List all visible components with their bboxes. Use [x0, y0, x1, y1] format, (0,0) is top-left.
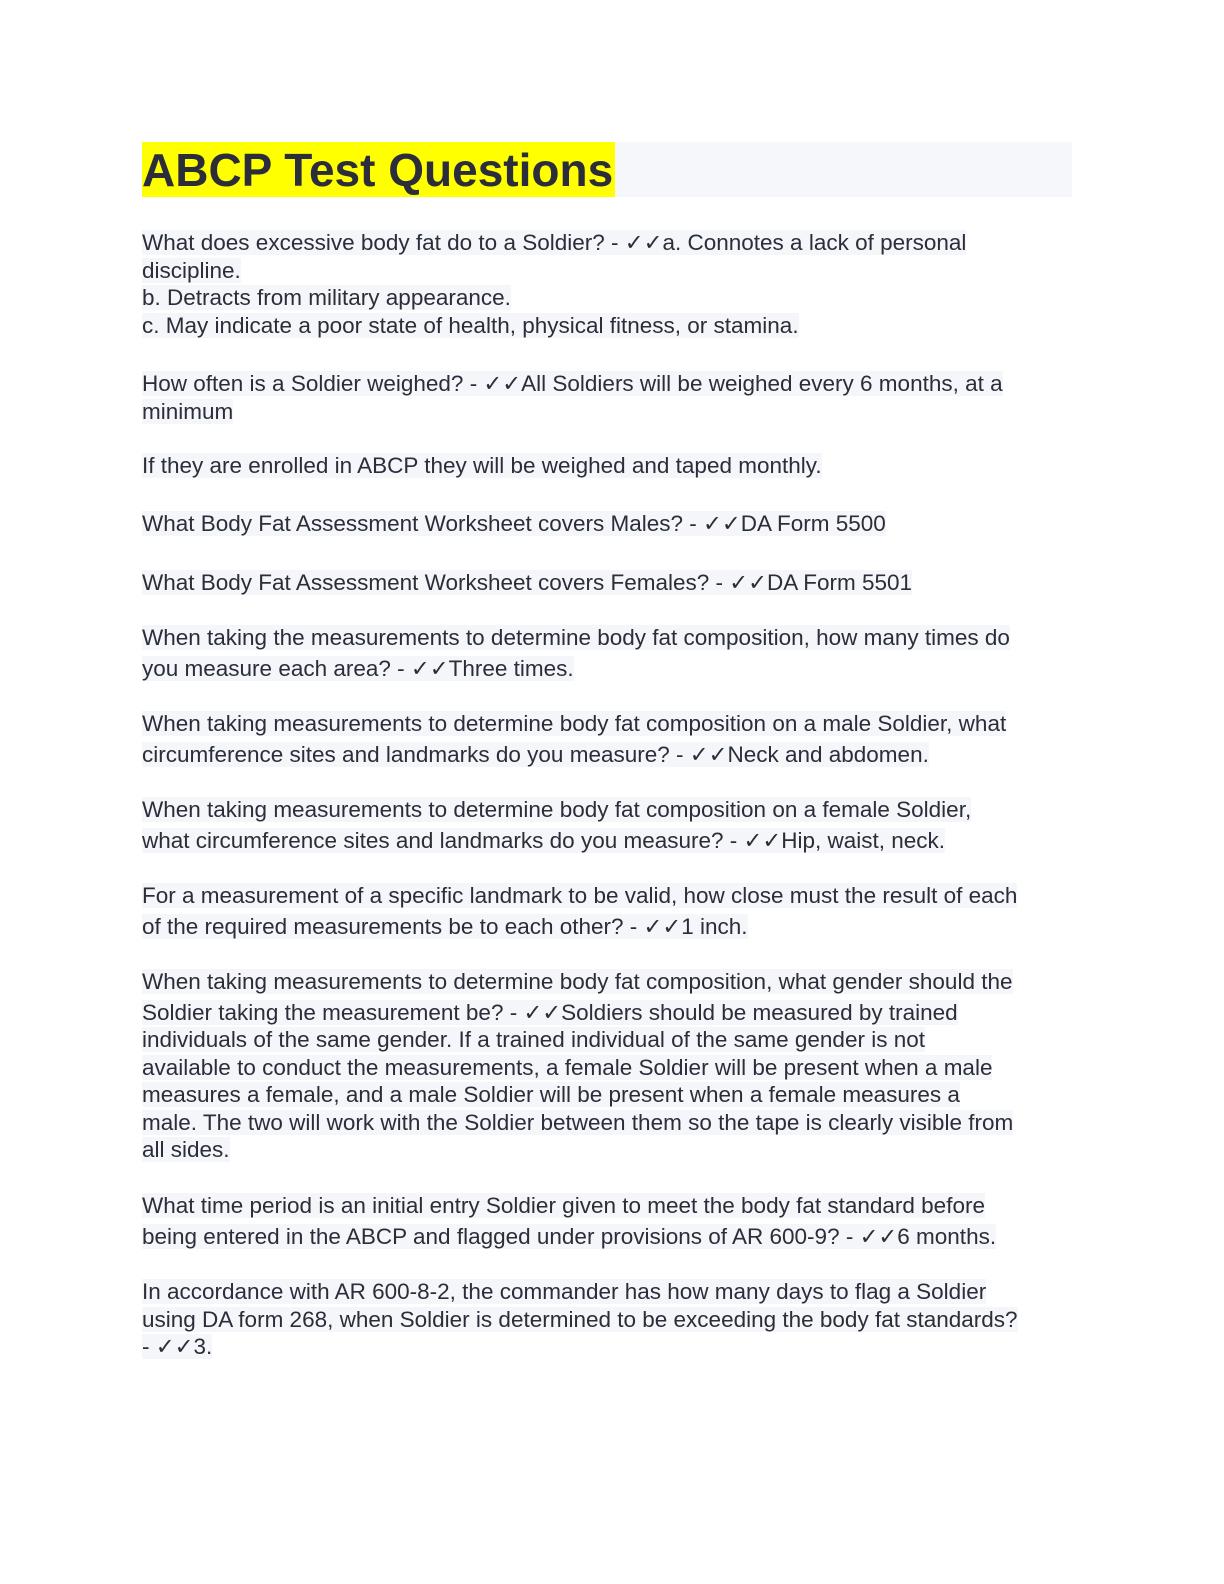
- qa-item: [142, 510, 1082, 538]
- qa-item: [142, 452, 1082, 480]
- qa-line: When taking measurements to determine body fat composition, what gender should the: [142, 969, 1013, 994]
- qa-line: being entered in the ABCP and flagged under provisions of AR 600-9? - ✓✓6 months.: [142, 1223, 997, 1249]
- qa-line: How often is a Soldier weighed? - ✓✓All Soldiers will be weighed every 6 months, at a: [142, 371, 1003, 396]
- qa-item: [142, 370, 1082, 425]
- qa-line: - ✓✓3.: [142, 1334, 213, 1359]
- qa-line: c. May indicate a poor state of health, physical fitness, or stamina.: [142, 312, 799, 338]
- qa-line: What does excessive body fat do to a Soldier? - ✓✓a. Connotes a lack of personal: [142, 230, 967, 255]
- page-title: ABCP Test Questions: [142, 144, 614, 196]
- qa-item: [142, 881, 1082, 942]
- qa-line: individuals of the same gender. If a trained individual of the same gender is not: [142, 1027, 925, 1052]
- qa-line: What Body Fat Assessment Worksheet covers Females? - ✓✓DA Form 5501: [142, 570, 913, 595]
- qa-item: [142, 709, 1082, 770]
- qa-line: using DA form 268, when Soldier is determined to be exceeding the body fat standards?: [142, 1306, 1018, 1332]
- qa-line: When taking measurements to determine body fat composition on a female Soldier,: [142, 797, 972, 822]
- qa-line: When taking measurements to determine body fat composition on a male Soldier, what: [142, 711, 1007, 736]
- qa-line: What Body Fat Assessment Worksheet covers Males? - ✓✓DA Form 5500: [142, 511, 886, 536]
- qa-line: you measure each area? - ✓✓Three times.: [142, 655, 574, 681]
- qa-line: minimum: [142, 398, 234, 424]
- qa-line: In accordance with AR 600-8-2, the commander has how many days to flag a Soldier: [142, 1279, 987, 1304]
- qa-line: b. Detracts from military appearance.: [142, 285, 511, 310]
- qa-line: What time period is an initial entry Soldier given to meet the body fat standard before: [142, 1193, 985, 1218]
- qa-line: what circumference sites and landmarks do you measure? - ✓✓Hip, waist, neck.: [142, 827, 946, 853]
- qa-line: When taking the measurements to determine body fat composition, how many times do: [142, 625, 1010, 650]
- qa-item: [142, 623, 1082, 684]
- qa-item: [142, 229, 1082, 339]
- qa-line: available to conduct the measurements, a female Soldier will be present when a male: [142, 1054, 993, 1080]
- qa-line: Soldier taking the measurement be? - ✓✓Soldiers should be measured by trained: [142, 999, 958, 1025]
- qa-line: all sides.: [142, 1137, 230, 1162]
- qa-line: circumference sites and landmarks do you measure? - ✓✓Neck and abdomen.: [142, 741, 929, 767]
- qa-item: [142, 795, 1082, 856]
- qa-line: discipline.: [142, 257, 241, 283]
- qa-item: [142, 569, 1082, 597]
- qa-line: measures a female, and a male Soldier will be present when a female measures a: [142, 1082, 960, 1107]
- qa-item: [142, 1191, 1082, 1252]
- qa-item: [142, 1278, 1082, 1361]
- qa-line: For a measurement of a specific landmark to be valid, how close must the result of each: [142, 883, 1018, 908]
- qa-line: If they are enrolled in ABCP they will be weighed and taped monthly.: [142, 453, 822, 478]
- qa-item: [142, 968, 1082, 1164]
- qa-line: of the required measurements be to each other? - ✓✓1 inch.: [142, 913, 748, 939]
- qa-line: male. The two will work with the Soldier between them so the tape is clearly visible from: [142, 1109, 1014, 1135]
